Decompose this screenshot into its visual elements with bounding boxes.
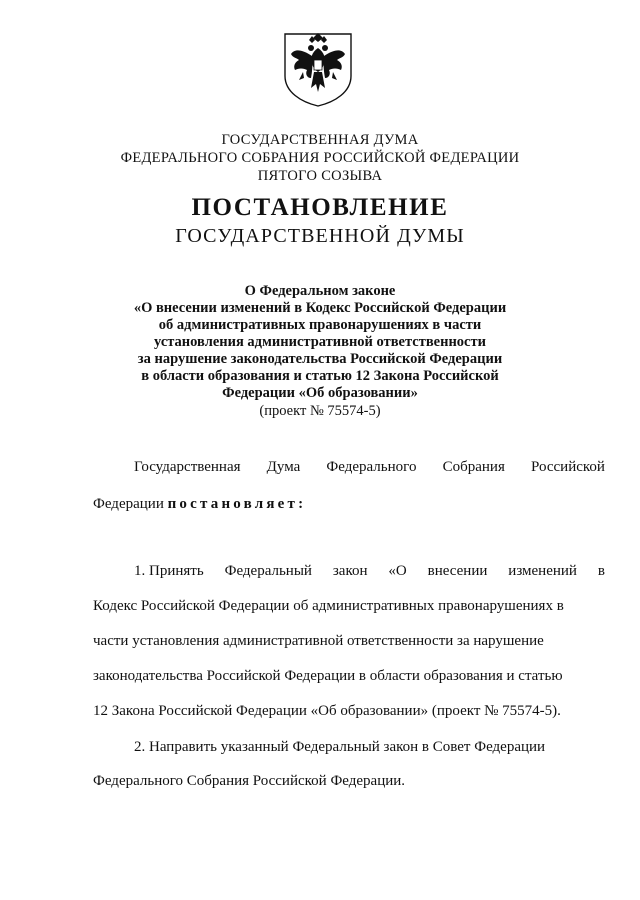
item1-word: 1. Принять — [134, 563, 204, 579]
subject-line-4: установления административной ответственности — [154, 334, 486, 350]
project-number: (проект № 75574-5) — [259, 403, 381, 419]
item1-line-4: законодательства Российской Федерации в области образования и статью — [93, 668, 563, 684]
item2-line-1: 2. Направить указанный Федеральный закон в Совет Федерации — [134, 739, 546, 755]
header-line-2: ФЕДЕРАЛЬНОГО СОБРАНИЯ РОССИЙСКОЙ ФЕДЕРАЦИИ — [120, 150, 520, 166]
item1-line-2: Кодекс Российской Федерации об административных правонарушениях в — [93, 598, 564, 614]
subject-line-7: Федерации «Об образовании» — [222, 385, 418, 401]
item1-word: в — [597, 563, 605, 579]
preamble-emphasis: постановляет: — [167, 496, 307, 512]
preamble-line-2 — [93, 495, 306, 513]
coat-of-arms-icon — [279, 28, 357, 108]
item1-word: «О — [388, 563, 407, 579]
preamble-word: Дума — [266, 459, 301, 475]
item1-word: закон — [332, 563, 368, 579]
document-issuer-title: ГОСУДАРСТВЕННОЙ ДУМЫ — [175, 225, 465, 247]
preamble-word: Федерального — [326, 459, 417, 475]
subject-line-3: об административных правонарушениях в части — [158, 317, 482, 333]
subject-line-1: О Федеральном законе — [244, 283, 396, 299]
header-line-1: ГОСУДАРСТВЕННАЯ ДУМА — [221, 132, 419, 148]
preamble-line-1 — [134, 458, 605, 476]
subject-line-2: «О внесении изменений в Кодекс Российской Федерации — [133, 300, 507, 316]
subject-line-6: в области образования и статью 12 Закона Российской — [141, 368, 499, 384]
item1-line-5: 12 Закона Российской Федерации «Об образовании» (проект № 75574-5). — [93, 703, 561, 719]
header-line-3: ПЯТОГО СОЗЫВА — [257, 168, 383, 184]
subject-line-5: за нарушение законодательства Российской Федерации — [137, 351, 503, 367]
preamble-word: Государственная — [134, 459, 241, 475]
item1-word: Федеральный — [224, 563, 312, 579]
item2-line-2: Федерального Собрания Российской Федерации. — [93, 773, 406, 789]
document-type-title: ПОСТАНОВЛЕНИЕ — [191, 194, 449, 221]
preamble-word: Российской — [531, 459, 605, 475]
item1-line-1 — [134, 562, 605, 580]
preamble-word: Собрания — [442, 459, 505, 475]
item1-word: изменений — [508, 563, 577, 579]
item1-word: внесении — [427, 563, 488, 579]
item1-line-3: части установления административной ответственности за нарушение — [93, 633, 544, 649]
preamble-prefix: Федерации — [93, 496, 164, 512]
